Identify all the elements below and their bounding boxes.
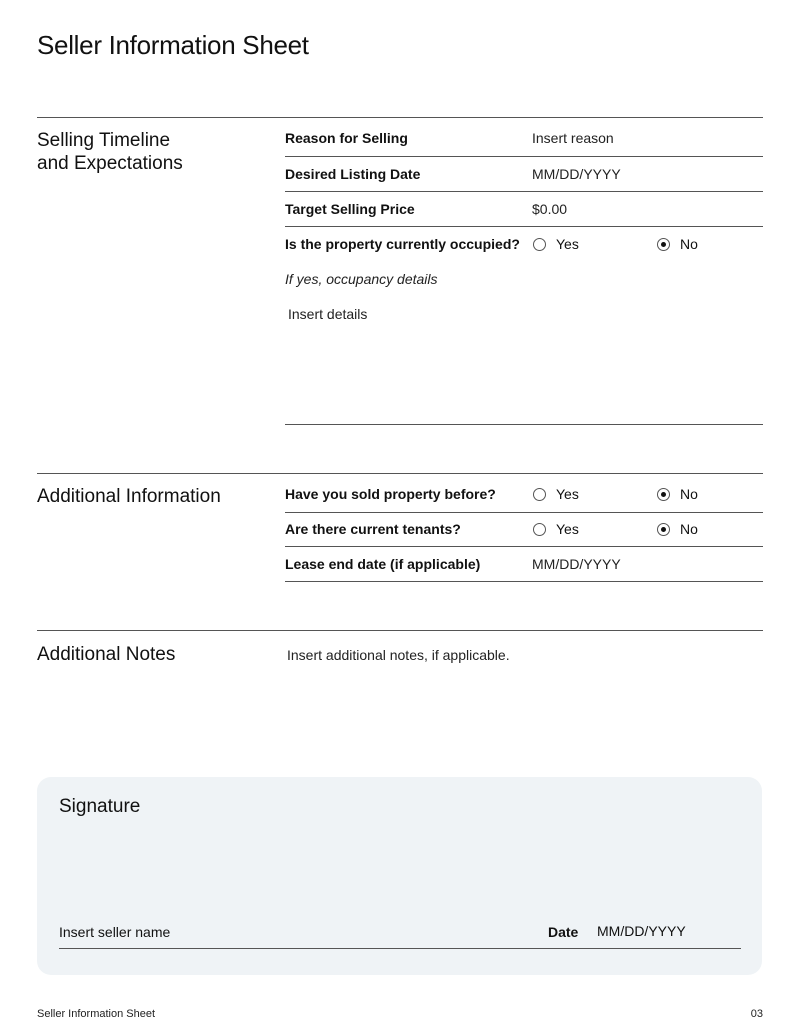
listing-date-field[interactable]: MM/DD/YYYY [532, 166, 621, 182]
signature-panel [37, 777, 762, 975]
signature-line [59, 948, 741, 949]
sold-before-label: Have you sold property before? [285, 486, 496, 502]
heading-line: Selling Timeline [37, 130, 171, 151]
divider [285, 424, 763, 425]
notes-field[interactable]: Insert additional notes, if applicable. [287, 647, 510, 663]
tenants-label: Are there current tenants? [285, 521, 461, 537]
lease-date-field[interactable]: MM/DD/YYYY [532, 556, 621, 572]
date-label: Date [548, 924, 579, 940]
signature-date-field[interactable]: MM/DD/YYYY [597, 923, 686, 939]
occupied-no-radio[interactable] [657, 236, 698, 252]
divider [285, 156, 763, 157]
divider [285, 546, 763, 547]
radio-label: No [680, 486, 698, 502]
page-number: 03 [750, 1008, 763, 1020]
divider [285, 581, 763, 582]
reason-label: Reason for Selling [285, 130, 408, 146]
divider [285, 512, 763, 513]
divider [285, 226, 763, 227]
divider [285, 191, 763, 192]
price-label: Target Selling Price [285, 201, 415, 217]
details-field[interactable]: Insert details [288, 306, 368, 322]
seller-name-field[interactable]: Insert seller name [59, 924, 171, 940]
price-field[interactable]: $0.00 [532, 201, 568, 217]
section-heading-notes: Additional Notes [37, 644, 176, 665]
reason-field[interactable]: Insert reason [532, 130, 614, 146]
occupied-yes-radio[interactable] [533, 236, 579, 252]
lease-label: Lease end date (if applicable) [285, 556, 481, 572]
divider [37, 473, 763, 474]
footer-title: Seller Information Sheet [37, 1008, 156, 1020]
sold-before-no-radio[interactable] [657, 486, 698, 502]
radio-selected-icon [657, 238, 670, 251]
divider [37, 630, 763, 631]
radio-label: Yes [556, 521, 579, 537]
radio-label: Yes [556, 486, 579, 502]
details-label: If yes, occupancy details [285, 271, 438, 287]
radio-circle-icon [533, 523, 546, 536]
radio-selected-icon [657, 488, 670, 501]
radio-label: Yes [556, 236, 579, 252]
signature-heading: Signature [59, 796, 141, 817]
occupied-label: Is the property currently occupied? [285, 236, 520, 252]
radio-label: No [680, 236, 698, 252]
heading-line: and Expectations [37, 153, 183, 174]
divider [37, 117, 763, 118]
radio-selected-icon [657, 523, 670, 536]
tenants-no-radio[interactable] [657, 521, 698, 537]
section-heading-timeline [37, 129, 183, 175]
radio-label: No [680, 521, 698, 537]
radio-circle-icon [533, 488, 546, 501]
radio-circle-icon [533, 238, 546, 251]
sold-before-yes-radio[interactable] [533, 486, 579, 502]
tenants-yes-radio[interactable] [533, 521, 579, 537]
section-heading-additional: Additional Information [37, 486, 221, 507]
listing-date-label: Desired Listing Date [285, 166, 421, 182]
page-title: Seller Information Sheet [37, 30, 309, 60]
